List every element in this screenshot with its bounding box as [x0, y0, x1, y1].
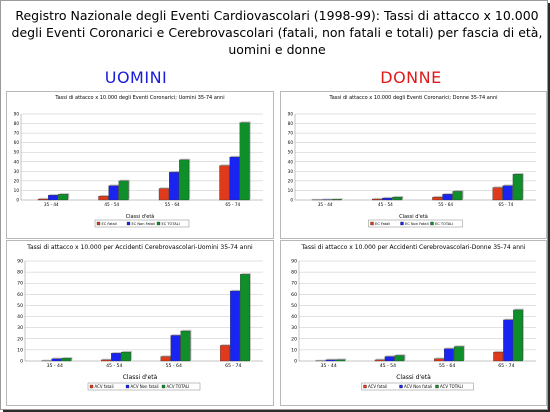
- y-tick-label: 10: [287, 187, 293, 193]
- legend-label: ACV TOTALI: [166, 384, 190, 389]
- chart-coronary-men: [6, 91, 274, 239]
- y-tick-label: 0: [16, 197, 19, 203]
- bar-shadow: [373, 198, 383, 199]
- bar: [101, 360, 111, 361]
- chart-xlabel: Classi d'età: [125, 214, 155, 220]
- bar: [220, 345, 230, 361]
- bar: [220, 166, 230, 200]
- bar: [169, 172, 179, 200]
- y-tick-label: 60: [17, 292, 23, 298]
- bar: [38, 199, 48, 200]
- y-tick-label: 90: [287, 111, 293, 117]
- chart-xlabel: Classi d'età: [399, 214, 428, 220]
- legend-label: EC Fatali: [101, 222, 117, 226]
- bar: [240, 123, 250, 200]
- y-tick-label: 60: [13, 140, 19, 146]
- y-tick-label: 40: [13, 159, 19, 165]
- legend-swatch: [364, 385, 367, 388]
- x-tick-label: 65 - 74: [498, 202, 514, 207]
- legend-label: EC Non Fatali: [131, 222, 156, 226]
- bar: [453, 191, 463, 200]
- y-tick-label: 80: [287, 121, 293, 127]
- legend-label: ACV fatali: [94, 384, 114, 389]
- bar-shadow: [327, 359, 336, 360]
- y-tick-label: 20: [287, 178, 293, 184]
- x-tick-label: 55 - 64: [164, 202, 180, 207]
- bar: [48, 195, 58, 200]
- bar: [503, 186, 513, 200]
- legend-swatch: [401, 222, 404, 225]
- chart-xlabel: Classi d'età: [122, 374, 158, 381]
- bar: [109, 186, 119, 200]
- y-tick-label: 90: [13, 111, 19, 117]
- bar: [444, 349, 453, 361]
- bar: [454, 347, 463, 361]
- x-tick-label: 35 - 44: [320, 364, 337, 369]
- y-tick-label: 70: [17, 281, 23, 287]
- bar: [111, 353, 121, 361]
- x-tick-label: 35 - 44: [317, 202, 333, 207]
- legend-swatch: [162, 385, 165, 388]
- men-heading: UOMINI: [104, 68, 168, 87]
- bar: [58, 194, 68, 200]
- x-tick-label: 55 - 64: [438, 364, 456, 369]
- y-tick-label: 80: [13, 121, 19, 127]
- legend-swatch: [371, 222, 374, 225]
- chart-title: Tassi di attacco x 10.000 degli Eventi Coronarici; Donne 35-74 anni: [329, 95, 498, 101]
- chart-cerebrovascular-women: [280, 240, 547, 406]
- y-tick-label: 0: [290, 197, 293, 203]
- legend-swatch: [400, 385, 403, 388]
- y-tick-label: 80: [291, 270, 297, 276]
- bar-shadow: [39, 198, 49, 199]
- x-tick-label: 35 - 44: [43, 202, 59, 207]
- bar: [230, 157, 240, 200]
- x-tick-label: 45 - 54: [379, 364, 397, 369]
- legend-label: ACV TOTALI: [440, 384, 463, 389]
- bar: [181, 331, 191, 361]
- y-tick-label: 30: [291, 326, 297, 332]
- bar: [432, 197, 442, 200]
- legend-swatch: [431, 222, 434, 225]
- legend-label: ACV Non fatali: [130, 384, 159, 389]
- legend-label: ACV Non fatali: [404, 384, 433, 389]
- y-tick-label: 20: [13, 178, 19, 184]
- y-tick-label: 70: [287, 130, 293, 136]
- bar-shadow: [376, 359, 385, 360]
- y-tick-label: 10: [17, 348, 23, 354]
- bar: [159, 189, 169, 200]
- y-tick-label: 20: [17, 337, 23, 343]
- legend-label: EC TOTALI: [161, 222, 180, 226]
- bar: [434, 359, 443, 361]
- y-tick-label: 10: [291, 348, 297, 354]
- y-tick-label: 70: [291, 281, 297, 287]
- x-tick-label: 55 - 64: [165, 364, 182, 369]
- bar: [395, 355, 404, 361]
- bar: [392, 197, 402, 200]
- bar: [375, 360, 384, 361]
- bar: [171, 335, 181, 361]
- y-tick-label: 50: [13, 149, 19, 155]
- legend-swatch: [97, 222, 100, 225]
- bar: [493, 188, 503, 200]
- legend-label: EC Fatali: [375, 222, 391, 226]
- bar: [372, 199, 382, 200]
- bar: [332, 199, 342, 200]
- chart-coronary-women: [280, 91, 547, 239]
- y-tick-label: 30: [287, 168, 293, 174]
- legend-swatch: [90, 385, 93, 388]
- y-tick-label: 50: [287, 149, 293, 155]
- bar: [62, 358, 72, 361]
- bar: [230, 291, 240, 361]
- y-tick-label: 90: [17, 259, 23, 265]
- y-tick-label: 0: [20, 359, 23, 365]
- bar: [513, 310, 522, 361]
- x-tick-label: 55 - 64: [438, 202, 454, 207]
- y-tick-label: 30: [13, 168, 19, 174]
- slide-title: Registro Nazionale degli Eventi Cardiovascolari (1998-99): Tassi di attacco x 10.000 degli Eventi Coronarici e Cerebrovascolari (fatali, non fatali e totali) per fascia di età, uomini e donne: [11, 8, 543, 57]
- bar: [119, 181, 129, 200]
- y-tick-label: 50: [17, 303, 23, 309]
- y-tick-label: 50: [291, 303, 297, 309]
- legend-label: EC Non Fatali: [405, 222, 429, 226]
- bar-shadow: [333, 198, 343, 199]
- bar: [240, 274, 250, 361]
- bar: [99, 196, 109, 200]
- bar: [336, 360, 345, 361]
- bar: [493, 352, 502, 361]
- y-tick-label: 20: [291, 337, 297, 343]
- legend-swatch: [436, 385, 439, 388]
- y-tick-label: 10: [13, 187, 19, 193]
- chart-title: Tassi di attacco x 10.000 per Accidenti Cerebrovascolari-Donne 35-74 anni: [301, 244, 526, 251]
- bar: [121, 352, 131, 361]
- bar: [52, 359, 62, 361]
- chart-title: Tassi di attacco x 10.000 degli Eventi Coronarici; Uomini 35-74 anni: [55, 95, 225, 101]
- x-tick-label: 65 - 74: [225, 202, 241, 207]
- y-tick-label: 60: [287, 140, 293, 146]
- bar: [326, 360, 335, 361]
- x-tick-label: 65 - 74: [498, 364, 515, 369]
- bar: [513, 174, 523, 200]
- bar: [161, 357, 171, 361]
- y-tick-label: 70: [13, 130, 19, 136]
- legend-label: EC TOTALI: [435, 222, 454, 226]
- legend-swatch: [126, 385, 129, 388]
- y-tick-label: 80: [17, 270, 23, 276]
- legend-label: ACV fatali: [368, 384, 388, 389]
- bar: [385, 357, 394, 361]
- bar-shadow: [102, 359, 112, 360]
- x-tick-label: 45 - 54: [377, 202, 393, 207]
- women-heading: DONNE: [380, 68, 442, 87]
- y-tick-label: 30: [17, 326, 23, 332]
- chart-xlabel: Classi d'età: [396, 374, 431, 381]
- legend-swatch: [127, 222, 130, 225]
- y-tick-label: 40: [287, 159, 293, 165]
- y-tick-label: 60: [291, 292, 297, 298]
- x-tick-label: 45 - 54: [106, 364, 123, 369]
- y-tick-label: 40: [17, 315, 23, 321]
- y-tick-label: 0: [294, 359, 297, 365]
- bar: [503, 320, 512, 361]
- bar: [179, 160, 189, 200]
- x-tick-label: 35 - 44: [46, 364, 63, 369]
- bar: [382, 198, 392, 200]
- bar: [443, 194, 453, 200]
- x-tick-label: 65 - 74: [225, 364, 242, 369]
- chart-title: Tassi di attacco x 10.000 per Accidenti Cerebrovascolari-Uomini 35-74 anni: [27, 244, 253, 251]
- y-tick-label: 90: [291, 259, 297, 265]
- y-tick-label: 40: [291, 315, 297, 321]
- chart-cerebrovascular-men: [6, 240, 274, 406]
- x-tick-label: 45 - 54: [104, 202, 120, 207]
- legend-swatch: [157, 222, 160, 225]
